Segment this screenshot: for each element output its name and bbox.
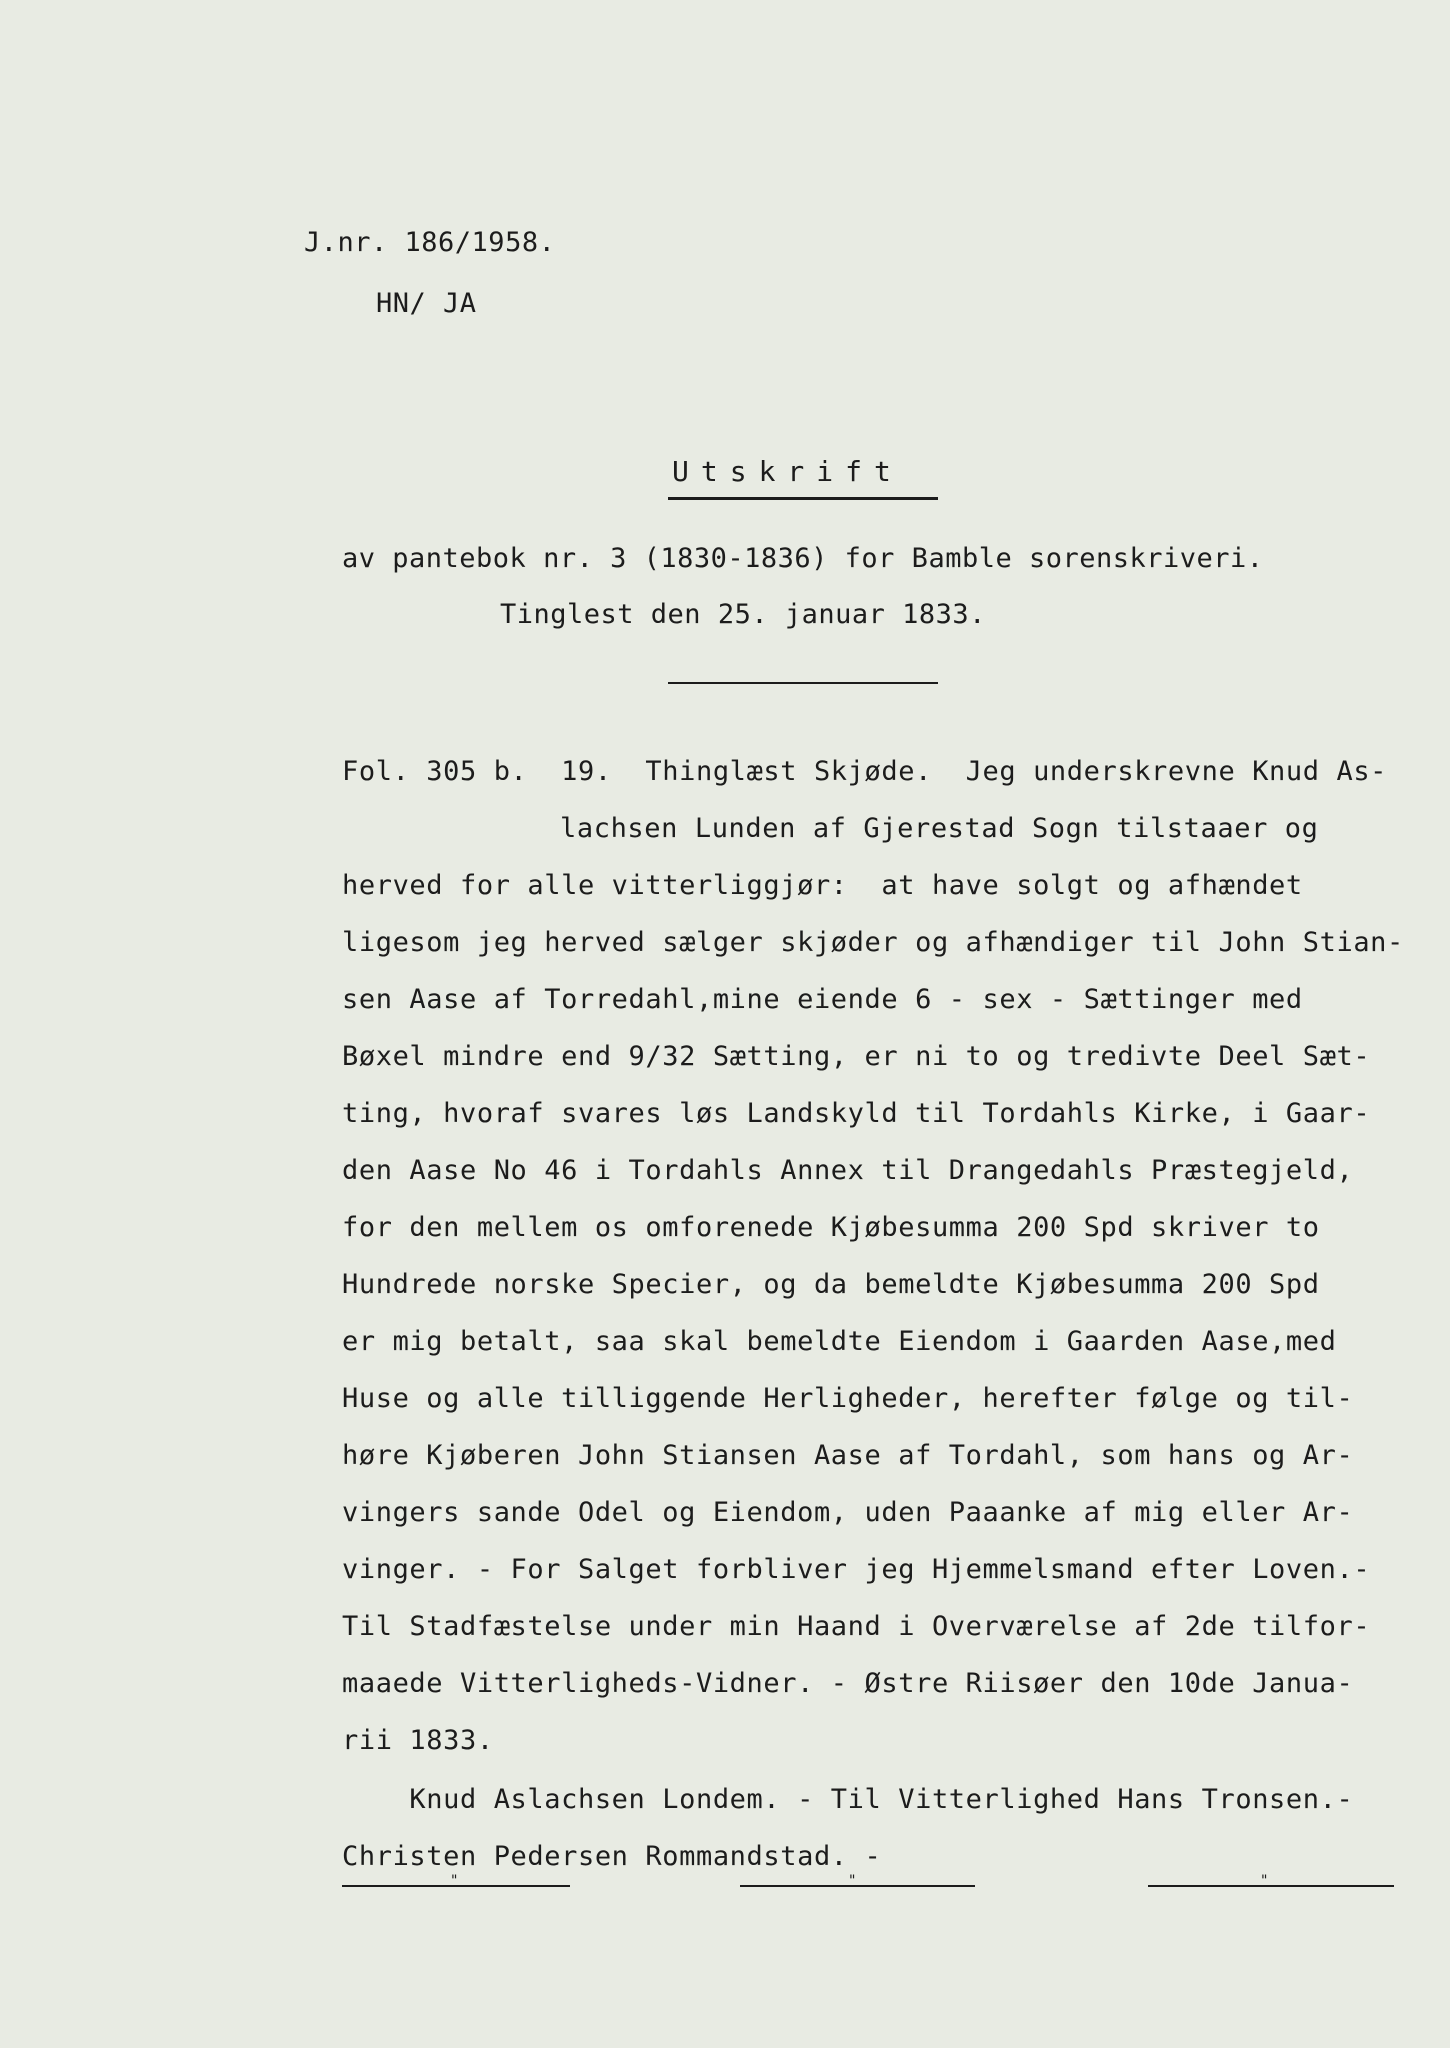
entry-line: er mig betalt, saa skal bemeldte Eiendom i Gaarden Aase,med	[342, 1326, 1337, 1357]
entry-line: sen Aase af Torredahl,mine eiende 6 - sex - Sættinger med	[342, 984, 1303, 1015]
entry-line: vinger. - For Salget forbliver jeg Hjemmelsmand efter Loven.-	[342, 1554, 1371, 1585]
entry-line: vingers sande Odel og Eiendom, uden Paaanke af mig eller Ar-	[342, 1497, 1354, 1528]
journal-number: J.nr. 186/1958.	[304, 227, 556, 258]
closing-rule-center	[740, 1873, 975, 1889]
subtitle-line-2: Tinglest den 25. januar 1833.	[500, 599, 986, 630]
entry-line: den Aase No 46 i Tordahls Annex til Drangedahls Præstegjeld,	[342, 1155, 1354, 1186]
document-title: Utskrift	[672, 455, 903, 488]
ditto-mark: "	[450, 1873, 459, 1889]
entry-line: herved for alle vitterliggjør: at have solgt og afhændet	[342, 870, 1303, 901]
entry-line: maaede Vitterligheds-Vidner. - Østre Riisøer den 10de Janua-	[342, 1668, 1354, 1699]
entry-line: Huse og alle tilliggende Herligheder, herefter følge og til-	[342, 1383, 1354, 1414]
entry-line: høre Kjøberen John Stiansen Aase af Tordahl, som hans og Ar-	[342, 1440, 1354, 1471]
entry-line: ting, hvoraf svares løs Landskyld til Tordahls Kirke, i Gaar-	[342, 1098, 1371, 1129]
entry-line: rii 1833.	[342, 1725, 494, 1756]
entry-line: Knud Aslachsen Londem. - Til Vitterlighed Hans Tronsen.-	[342, 1784, 1354, 1815]
title-underline	[668, 497, 938, 500]
entry-line: Hundrede norske Specier, og da bemeldte Kjøbesumma 200 Spd	[342, 1269, 1320, 1300]
entry-line: ligesom jeg herved sælger skjøder og afhændiger til John Stian-	[342, 927, 1404, 958]
entry-line: for den mellem os omforenede Kjøbesumma 200 Spd skriver to	[342, 1212, 1320, 1243]
entry-line: lachsen Lunden af Gjerestad Sogn tilstaaer og	[560, 813, 1319, 844]
separator-rule	[668, 682, 938, 684]
ditto-mark: "	[1260, 1873, 1269, 1889]
ditto-mark: "	[848, 1873, 857, 1889]
initials: HN/ JA	[376, 288, 477, 319]
entry-line: Christen Pedersen Rommandstad. -	[342, 1841, 882, 1872]
closing-rule-right	[1148, 1873, 1394, 1889]
entry-line: Fol. 305 b. 19. Thinglæst Skjøde. Jeg underskrevne Knud As-	[342, 756, 1388, 787]
closing-rule-left	[342, 1873, 570, 1889]
entry-line: Til Stadfæstelse under min Haand i Overværelse af 2de tilfor-	[342, 1611, 1371, 1642]
entry-line: Bøxel mindre end 9/32 Sætting, er ni to og tredivte Deel Sæt-	[342, 1041, 1371, 1072]
subtitle-line-1: av pantebok nr. 3 (1830-1836) for Bamble sorenskriveri.	[342, 543, 1264, 574]
